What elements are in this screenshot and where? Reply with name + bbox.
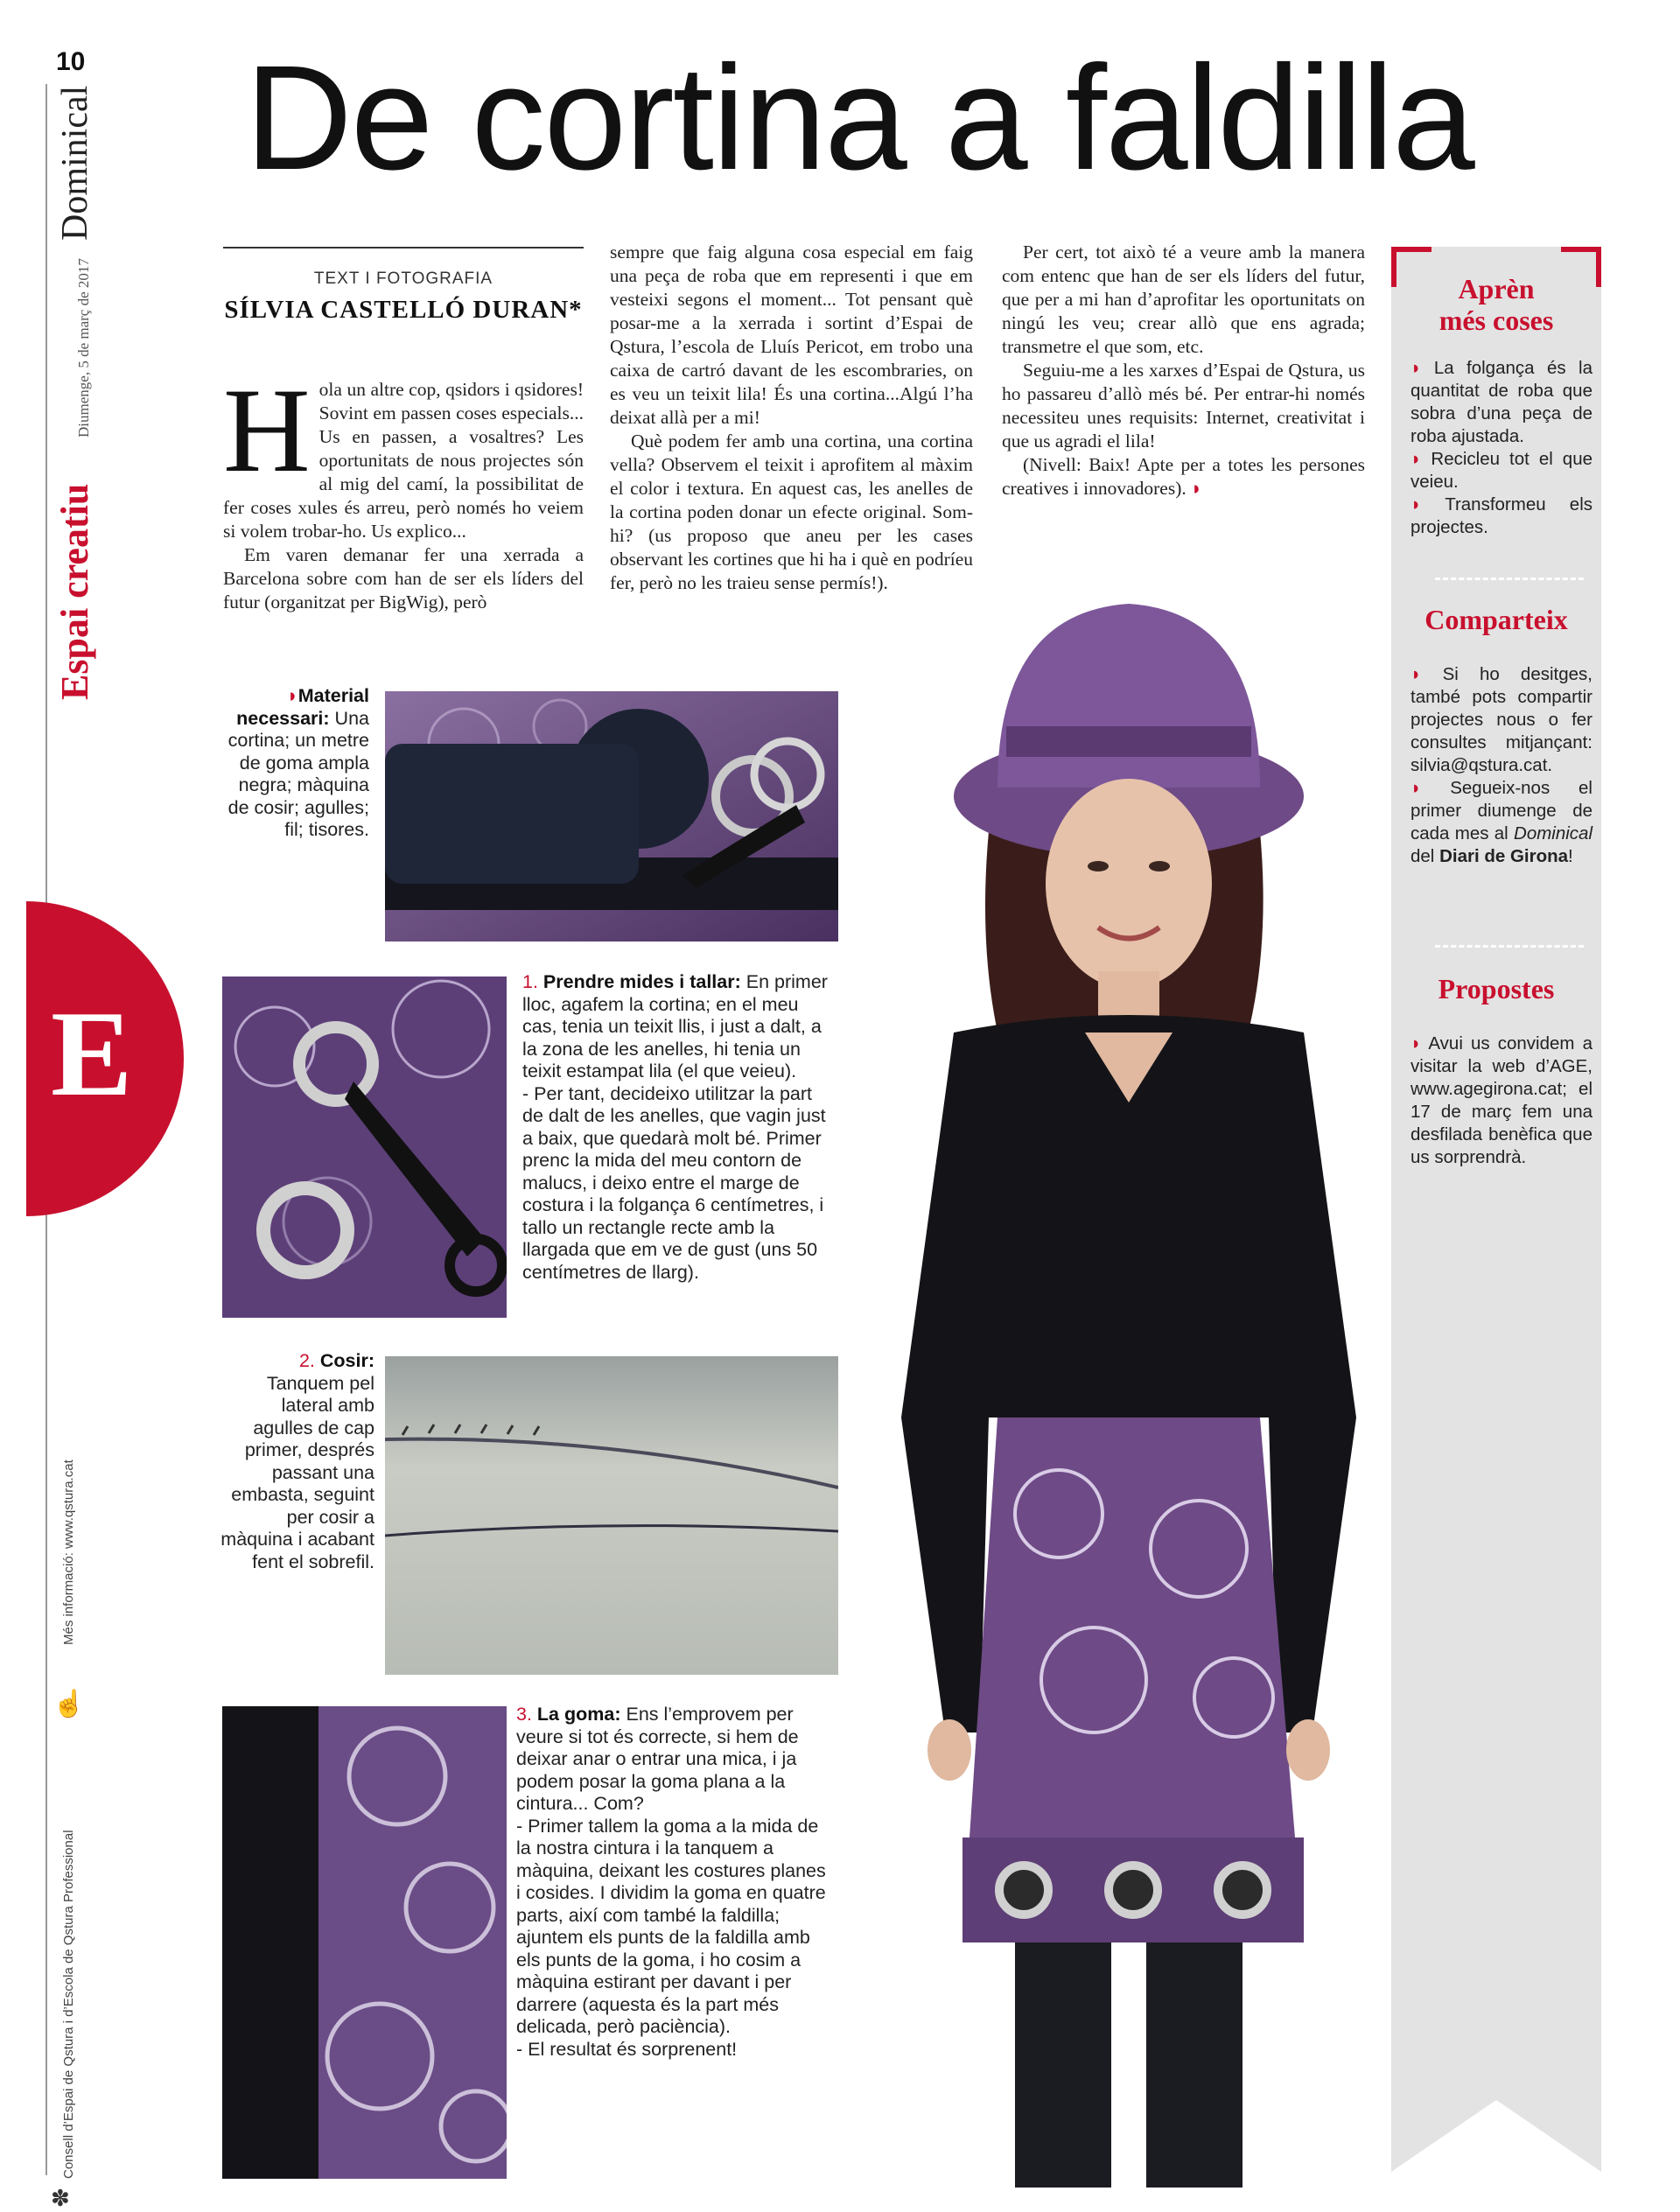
flower-icon: ✽	[51, 2186, 70, 2212]
paragraph: Em varen demanar fer una xerrada a Barcelona sobre com han de ser els líders del futur (organitzat per BigWig), però	[223, 544, 584, 612]
paragraph: ola un altre cop, qsidors i qsidores! Sovint em passen coses especials... Us en passen, a vosaltres? Les oportunitats de nous projectes són al mig del camí, la possibilitat de fer coses xules és arreu, però només ho veiem si volem trobar-ho. Us explico...	[223, 379, 584, 542]
materials-photo	[385, 691, 838, 942]
page-number: 10	[56, 47, 86, 76]
step2-photo	[385, 1356, 838, 1675]
end-mark: ◗	[1191, 478, 1203, 499]
sidebar-proposals-list: ◗ Avui us convidem a visitar la web d’AGE, www.agegirona.cat; el 17 de març fem una desfilada benèfica que us sorprendrà.	[1410, 1033, 1592, 1167]
paragraph: sempre que faig alguna cosa especial em faig una peça de roba que em representi i que em vesteixi segons el moment... Tot pensant què posar-me a la xerrada i sortint d’Espai de Qstura, l’escola de Lluís Pericot, em trobo una caixa de cartró davant de les escombraries, on es veu un teixit lila! És una cortina...Algú l’ha deixat allà per a mi!	[610, 242, 973, 428]
sidebar-divider	[1435, 578, 1584, 580]
byline-label: TEXT I FOTOGRAFIA	[313, 270, 494, 288]
article-column-3	[1002, 241, 1365, 500]
sidebar-heading-share: Comparteix	[1424, 604, 1568, 635]
step3-photo	[222, 1706, 507, 2179]
section-name: Espai creatiu	[53, 483, 96, 700]
publication-name: Dominical	[55, 85, 95, 241]
sidebar-heading-learn: Aprèn més coses	[1438, 273, 1554, 336]
drop-cap: H	[223, 363, 311, 497]
byline-rule	[223, 247, 584, 248]
step1-photo	[222, 976, 507, 1318]
article-title: De cortina a faldilla	[245, 35, 1474, 201]
sidebar-share-list: ◗ Si ho desitges, també pots compartir projectes nous o fer consultes mitjançant: silvia@qstura.cat. ◗ Segueix-nos el primer diumenge de cada mes al Dominical del Diari de Girona!	[1410, 664, 1593, 866]
model-photo	[866, 542, 1391, 2188]
materials-text: ◗Material necessari: Una cortina; un metre de goma ampla negra; màquina de cosir; agulles; fil; tisores.	[228, 685, 369, 840]
paragraph: Què podem fer amb una cortina, una cortina vella? Observem el teixit i aprofitem al màxim el color i textura. En aquest cas, les anelles de la cortina poden donar un efecte original. Som-hi? (us proposo que aneu per les cases observant les cortines que hi ha i què en podríeu fer, però no les traieu sense permís!).	[610, 430, 973, 593]
step1-text: 1. Prendre mides i tallar: En primer lloc, agafem la cortina; en el meu cas, tenia un teixit llis, i just a dalt, a la zona de les anelles, hi tenia un teixit estampat lila (el que veieu). - Per tant, decideixo utilitzar la part de dalt de les anelles, que vagin just a baix, que quedarà molt bé. Primer prenc la mida del meu contorn de malucs, i deixo entre el marge de costura i la folgança 6 centímetres, i tallo un rectangle recte amb la llargada que em ve de gust (uns 50 centímetres de llarg).	[522, 971, 828, 1283]
pointer-hand-icon: ☝	[52, 1689, 86, 1719]
paragraph: Seguiu-me a les xarxes d’Espai de Qstura, us ho passareu d’allò més bé. Per entrar-hi només necessiteu unes requisits: Internet, creativitat i que us agradi el lila!	[1002, 360, 1365, 452]
sidebar-heading-proposals: Propostes	[1438, 973, 1555, 1004]
step3-text: 3. La goma: Ens l’emprovem per veure si tot és correcte, si hem de deixar anar o entrar una mica, i ja podem posar la goma plana a la cintura... Com? - Primer tallem la goma a la mida de la nostra cintura i la tanquem a màquina, deixant les costures planes i cosides. I dividim la goma en quatre parts, així com també la faldilla; ajuntem els punts de la faldilla amb els punts de la goma, i ho cosim a màquina estirant per davant i per darrere (aquesta és la part més delicada, però paciència). - El resultat és sorprenent!	[516, 1704, 826, 2060]
step2-text: 2. Cosir: Tanquem pel lateral amb agulles de cap primer, després passant una embasta, seguint per cosir a màquina i acabant fent el sobrefil.	[220, 1350, 374, 1572]
credit-text: Consell d’Espai de Qstura i d’Escola de Qstura Professional	[61, 1830, 76, 2179]
sidebar-learn-list: ◗ La folgança és la quantitat de roba que sobra d’una peça de roba ajustada. ◗ Recicleu tot el que veieu. ◗ Transformeu els projectes.	[1410, 358, 1592, 537]
publication-date: Diumenge, 5 de març de 2017	[75, 258, 92, 438]
paragraph: (Nivell: Baix! Apte per a totes les persones creatives i innovadores). ◗	[1002, 454, 1365, 499]
article-column-1	[223, 363, 584, 614]
sidebar-tail	[1391, 1610, 1601, 2172]
sidebar-divider	[1435, 945, 1584, 948]
section-letter: E	[51, 986, 133, 1122]
author-name: SÍLVIA CASTELLÓ DURAN*	[224, 296, 583, 324]
more-info-text: Més informació: www.qstura.cat	[61, 1460, 76, 1645]
paragraph: Per cert, tot això té a veure amb la manera com entenc que han de ser els líders del futur, que per a mi han d’aprofitar les oportunitats on ningú les veu; crear allò que ens agrada; transmetre el que som, etc.	[1002, 242, 1365, 357]
